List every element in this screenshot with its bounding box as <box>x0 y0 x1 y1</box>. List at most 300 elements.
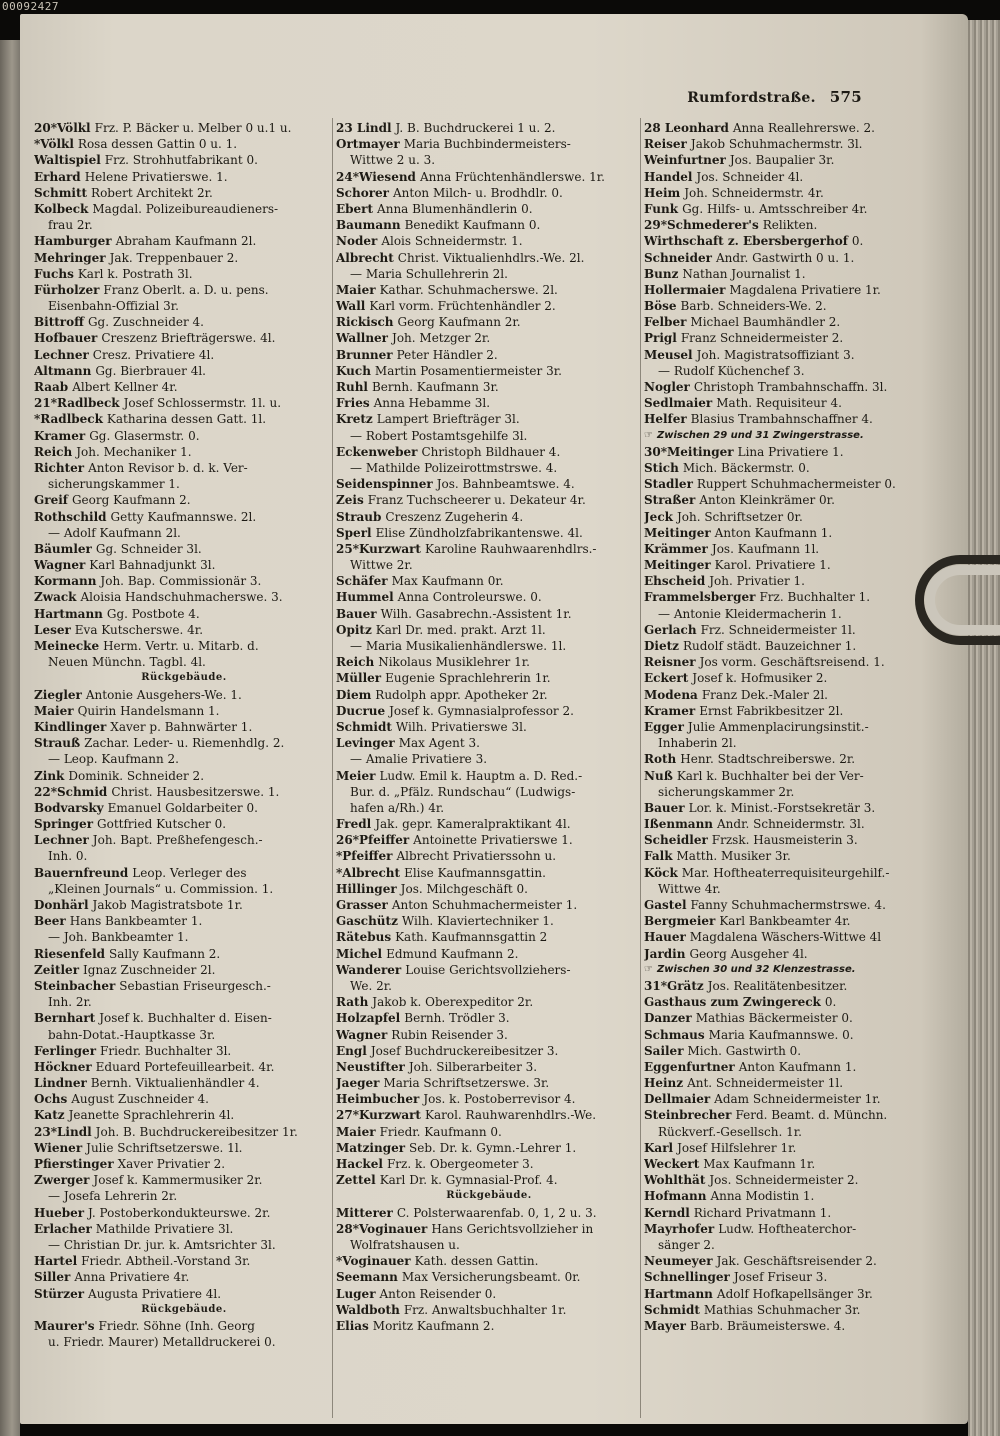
directory-entry <box>34 816 334 832</box>
resident-name: Schneider <box>644 250 712 265</box>
directory-entry <box>336 347 642 363</box>
entry-continuation: Rückverf.-Gesellsch. 1r. <box>658 1124 802 1139</box>
resident-details: Josef Schlossermstr. 1l. u. <box>123 396 282 411</box>
resident-name: Seemann <box>336 1270 398 1285</box>
resident-details: Jak. Treppenbauer 2. <box>109 250 239 265</box>
resident-name: Hauer <box>644 930 686 945</box>
directory-entry <box>34 1205 334 1221</box>
entry-continuation: sänger 2. <box>658 1237 715 1252</box>
scan-id: 00092427 <box>2 0 59 13</box>
resident-name: Ehscheid <box>644 574 706 589</box>
resident-details: Friedr. Abtheil.-Vorstand 3r. <box>81 1254 251 1269</box>
resident-name: Maier <box>34 703 74 718</box>
directory-entry <box>644 719 950 735</box>
directory-entry <box>644 638 950 654</box>
directory-entry <box>644 1091 950 1107</box>
directory-entry <box>644 946 950 962</box>
directory-entry <box>336 509 642 525</box>
resident-name: Ziegler <box>34 687 82 702</box>
resident-details: Joh. B. Buchdruckereibesitzer 1r. <box>95 1124 298 1139</box>
resident-name: Kuch <box>336 363 371 378</box>
resident-details: Benedikt Kaufmann 0. <box>404 218 541 233</box>
resident-details: Math. Requisiteur 4. <box>716 396 842 411</box>
entry-continuation: Inh. 0. <box>48 849 88 864</box>
resident-name: 26*Pfeiffer <box>336 833 410 848</box>
resident-name: Mitterer <box>336 1205 393 1220</box>
resident-details: Georg Ausgeher 4l. <box>689 946 808 961</box>
resident-name: Kramer <box>34 428 86 443</box>
directory-entry <box>34 703 334 719</box>
resident-name: Rätebus <box>336 930 392 945</box>
resident-name: Donhärl <box>34 898 89 912</box>
entry-continuation: Inh. 2r. <box>48 995 92 1010</box>
directory-entry <box>336 1221 642 1237</box>
resident-details: Barb. Schneiders-We. 2. <box>680 299 827 314</box>
resident-name: Fuchs <box>34 266 74 281</box>
directory-entry <box>336 250 642 266</box>
directory-entry <box>644 768 950 784</box>
resident-name: Ferlinger <box>34 1043 97 1058</box>
resident-details: Jos. Bahnbeamtswe. 4. <box>436 477 575 492</box>
resident-name: Waldboth <box>336 1302 400 1317</box>
entry-continuation: Bur. d. „Pfälz. Rundschau“ (Ludwigs- <box>350 784 576 799</box>
resident-details: J. Postoberkondukteurswe. 2r. <box>88 1205 271 1220</box>
resident-name: Wall <box>336 299 366 314</box>
resident-details: Frz. Anwaltsbuchhalter 1r. <box>403 1302 567 1317</box>
resident-details: Relikten. <box>762 218 818 233</box>
directory-entry <box>34 687 334 703</box>
entry-continuation: — Rudolf Küchenchef 3. <box>658 363 805 378</box>
resident-name: Diem <box>336 687 372 702</box>
directory-entry <box>336 314 642 330</box>
directory-entry <box>644 509 950 525</box>
resident-details: Julie Ammenplacirungsinstit.- <box>687 719 869 734</box>
resident-name: Wanderer <box>336 962 402 977</box>
resident-name: Nogler <box>644 380 690 394</box>
resident-name: Reich <box>336 655 375 670</box>
resident-name: Heinz <box>644 1076 684 1091</box>
resident-name: Felber <box>644 315 687 330</box>
resident-details: Wilh. Klaviertechniker 1. <box>401 914 554 929</box>
resident-name: Baumann <box>336 218 401 233</box>
directory-entry <box>34 1221 334 1237</box>
directory-entry <box>336 962 642 978</box>
resident-details: Max Kaufmann 1r. <box>703 1157 816 1171</box>
resident-details: Lina Privatiere 1. <box>737 444 844 459</box>
resident-details: Ernst Fabrikbesitzer 2l. <box>699 703 844 718</box>
resident-name: Schmitt <box>34 185 88 200</box>
directory-entry <box>644 816 950 832</box>
resident-details: Frz. P. Bäcker u. Melber 0 u.1 u. <box>94 121 292 135</box>
resident-name: Maier <box>336 282 376 297</box>
resident-details: Hans Gerichtsvollzieher in <box>431 1221 594 1236</box>
directory-entry <box>644 1269 950 1285</box>
resident-details: Mathias Bäckermeister 0. <box>695 1011 853 1026</box>
resident-details: Creszenz Zugeherin 4. <box>385 509 524 524</box>
resident-details: Creszenz Briefträgerswe. 4l. <box>101 331 276 346</box>
entry-continuation: — Leop. Kaufmann 2. <box>48 752 179 767</box>
resident-details: Franz Dek.-Maler 2l. <box>701 687 828 702</box>
resident-details: Edmund Kaufmann 2. <box>386 946 519 961</box>
directory-entry <box>644 589 950 605</box>
resident-details: Andr. Schneidermstr. 3l. <box>717 817 865 832</box>
directory-entry <box>34 136 334 152</box>
resident-name: Rickisch <box>336 315 394 330</box>
resident-details: Richard Privatmann 1. <box>693 1205 832 1220</box>
resident-name: Schmidt <box>644 1302 700 1317</box>
resident-name: Bodvarsky <box>34 800 104 815</box>
directory-entry <box>336 606 642 622</box>
resident-name: Hofmann <box>644 1189 707 1204</box>
directory-entry <box>336 1205 642 1221</box>
resident-name: Fredl <box>336 817 372 832</box>
directory-entry <box>336 573 642 589</box>
directory-entry <box>336 670 642 686</box>
directory-entry <box>644 1010 950 1026</box>
directory-entry <box>34 460 334 476</box>
directory-entry <box>336 169 642 185</box>
resident-details: Rudolf städt. Bauzeichner 1. <box>682 639 857 653</box>
resident-details: Joh. Privatier 1. <box>709 574 805 589</box>
resident-details: Anna Reallehrerswe. 2. <box>732 121 875 135</box>
entry-continuation: u. Friedr. Maurer) Metalldruckerei 0. <box>48 1335 276 1350</box>
entry-continuation: Wolfratshausen u. <box>350 1237 460 1252</box>
resident-name: 21*Radlbeck <box>34 396 120 411</box>
directory-entry <box>644 217 950 233</box>
resident-details: Franz Oberlt. a. D. u. pens. <box>103 282 269 297</box>
resident-details: Julie Schriftsetzerswe. 1l. <box>86 1140 243 1155</box>
directory-entry <box>34 1269 334 1285</box>
directory-entry <box>336 865 642 881</box>
resident-name: Lindner <box>34 1076 87 1091</box>
resident-name: Strauß <box>34 736 81 751</box>
resident-details: Anna Privatiere 4r. <box>74 1270 190 1285</box>
resident-name: Reiser <box>644 137 687 152</box>
directory-entry <box>336 1140 642 1156</box>
directory-entry <box>336 832 642 848</box>
resident-name: *Pfeiffer <box>336 849 393 864</box>
resident-details: Barb. Bräumeisterswe. 4. <box>690 1318 846 1333</box>
adjacent-page-strip <box>0 40 20 1436</box>
directory-entry <box>644 865 950 881</box>
directory-entry <box>34 800 334 816</box>
resident-name: Meusel <box>644 347 693 362</box>
directory-entry <box>336 1286 642 1302</box>
resident-details: Rosa dessen Gattin 0 u. 1. <box>77 137 238 152</box>
resident-name: Frammelsberger <box>644 590 756 605</box>
directory-entry <box>34 622 334 638</box>
resident-details: Georg Kaufmann 2r. <box>397 315 521 330</box>
resident-name: Roth <box>644 752 677 767</box>
resident-details: Fanny Schuhmachermstrswe. 4. <box>690 898 886 912</box>
resident-details: Gg. Glasermstr. 0. <box>89 428 200 443</box>
resident-name: Straßer <box>644 493 696 508</box>
resident-details: Joh. Schneidermstr. 4r. <box>684 185 824 200</box>
directory-entry <box>336 1010 642 1026</box>
entry-continuation: frau 2r. <box>48 218 93 233</box>
resident-details: Maria Buchbindermeisters- <box>403 137 571 152</box>
resident-details: Antonie Ausgehers-We. 1. <box>85 687 242 702</box>
resident-name: Rath <box>336 995 369 1010</box>
entry-continuation: Eisenbahn-Offizial 3r. <box>48 299 179 314</box>
directory-entry <box>644 185 950 201</box>
resident-details: Louise Gerichtsvollziehers- <box>405 962 571 977</box>
resident-name: Hummel <box>336 590 394 605</box>
directory-entry <box>336 363 642 379</box>
resident-details: Magdalena Wäschers-Wittwe 4l <box>689 930 882 945</box>
directory-entry <box>336 330 642 346</box>
directory-entry <box>644 233 950 249</box>
resident-name: Ortmayer <box>336 137 400 152</box>
resident-details: Kath. dessen Gattin. <box>414 1254 539 1269</box>
resident-name: Kramer <box>644 703 696 718</box>
resident-name: Zink <box>34 768 65 783</box>
directory-entry <box>644 492 950 508</box>
resident-details: Quirin Handelsmann 1. <box>77 703 220 718</box>
resident-details: Michael Baumhändler 2. <box>690 315 841 330</box>
section-heading: Rückgebäude. <box>141 1303 227 1315</box>
resident-details: Kath. Kaufmannsgattin 2 <box>395 930 548 945</box>
resident-details: Joh. Bap. Commissionär 3. <box>100 574 262 589</box>
directory-entry <box>34 962 334 978</box>
directory-entry <box>644 913 950 929</box>
resident-details: Friedr. Kaufmann 0. <box>379 1124 502 1139</box>
resident-name: Gastel <box>644 898 687 912</box>
resident-name: Sailer <box>644 1043 684 1058</box>
resident-details: Friedr. Buchhalter 3l. <box>100 1043 232 1058</box>
resident-details: Hans Bankbeamter 1. <box>69 914 203 929</box>
resident-name: Rothschild <box>34 509 107 524</box>
resident-details: Anton Kaufmann 1. <box>738 1059 857 1074</box>
resident-details: Mathilde Privatiere 3l. <box>95 1221 234 1236</box>
directory-entry <box>34 784 334 800</box>
directory-column-3 <box>644 120 950 1334</box>
resident-name: Neumeyer <box>644 1254 713 1269</box>
entry-continuation: bahn-Dotat.-Hauptkasse 3r. <box>48 1027 216 1042</box>
resident-name: Steinbacher <box>34 978 116 993</box>
directory-entry <box>336 379 642 395</box>
resident-name: Gaschütz <box>336 914 398 929</box>
directory-entry <box>34 330 334 346</box>
resident-name: Bunz <box>644 266 679 281</box>
resident-details: Wilh. Privatierswe 3l. <box>395 719 527 734</box>
resident-name: Meitinger <box>644 525 711 540</box>
resident-name: Mehringer <box>34 250 106 265</box>
cross-street-note <box>644 962 950 978</box>
directory-entry <box>34 1107 334 1123</box>
entry-continuation: Wittwe 2r. <box>350 558 413 573</box>
resident-details: Martin Posamentiermeister 3r. <box>374 363 562 378</box>
resident-details: C. Polsterwaarenfab. 0, 1, 2 u. 3. <box>396 1205 597 1220</box>
resident-details: Josef Buchdruckereibesitzer 3. <box>370 1043 559 1058</box>
resident-name: Hillinger <box>336 881 397 896</box>
resident-details: Frzsk. Hausmeisterin 3. <box>711 833 858 848</box>
resident-details: Anton Revisor b. d. k. Ver- <box>88 460 248 475</box>
directory-entry <box>336 233 642 249</box>
resident-name: Steinbrecher <box>644 1108 732 1123</box>
resident-name: Albrecht <box>336 250 394 265</box>
resident-details: Gg. Hilfs- u. Amtsschreiber 4r. <box>682 201 868 216</box>
entry-continuation: sicherungskammer 2r. <box>658 784 795 799</box>
resident-name: Wagner <box>34 558 86 573</box>
resident-name: Eckenweber <box>336 444 418 459</box>
resident-details: Frz. Strohhutfabrikant 0. <box>104 153 258 168</box>
entry-continuation: — Robert Postamtsgehilfe 3l. <box>350 428 528 443</box>
resident-name: Modena <box>644 687 698 702</box>
directory-entry <box>336 897 642 913</box>
directory-entry <box>644 978 950 994</box>
resident-name: Maurer's <box>34 1318 95 1333</box>
resident-name: Schorer <box>336 185 389 200</box>
resident-name: Müller <box>336 671 382 686</box>
resident-details: Anna Hebamme 3l. <box>373 396 491 411</box>
running-head-street: Rumfordstraße. <box>687 90 816 106</box>
directory-entry <box>644 1205 950 1221</box>
resident-name: Zwack <box>34 590 77 605</box>
resident-details: Max Agent 3. <box>398 736 480 751</box>
resident-name: Siller <box>34 1270 71 1285</box>
resident-name: Brunner <box>336 347 393 362</box>
resident-name: Springer <box>34 817 94 832</box>
directory-entry <box>336 1075 642 1091</box>
resident-name: Ducrue <box>336 703 386 718</box>
directory-entry <box>644 314 950 330</box>
directory-entry <box>644 622 950 638</box>
directory-entry <box>644 1172 950 1188</box>
directory-entry <box>336 525 642 541</box>
directory-entry <box>336 1124 642 1140</box>
resident-details: Anton Milch- u. Brodhdlr. 0. <box>392 185 563 200</box>
resident-details: Josef Hilfslehrer 1r. <box>677 1140 797 1155</box>
directory-entry <box>34 913 334 929</box>
resident-name: Straub <box>336 509 382 524</box>
directory-entry <box>34 978 334 994</box>
directory-entry <box>644 444 950 460</box>
entry-continuation: sicherungskammer 1. <box>48 477 180 492</box>
directory-entry <box>644 1156 950 1172</box>
directory-entry <box>34 411 334 427</box>
resident-name: Eckert <box>644 671 689 686</box>
resident-name: *Voginauer <box>336 1254 411 1269</box>
page-edge-stack <box>968 20 1000 1436</box>
resident-name: Stich <box>644 460 679 475</box>
directory-entry <box>34 492 334 508</box>
page-number: 575 <box>829 88 862 106</box>
resident-details: Karl k. Buchhalter bei der Ver- <box>676 768 864 783</box>
directory-entry <box>644 169 950 185</box>
pointing-hand-icon: ☞ <box>644 429 653 441</box>
entry-continuation: — Amalie Privatiere 3. <box>350 752 488 767</box>
resident-name: Wohlthät <box>644 1173 706 1188</box>
directory-entry <box>34 1156 334 1172</box>
resident-name: Bittroff <box>34 315 84 330</box>
resident-details: Gg. Zuschneider 4. <box>87 315 204 330</box>
book-page <box>20 14 968 1424</box>
section-heading: Rückgebäude. <box>446 1190 532 1202</box>
resident-name: Noder <box>336 234 378 249</box>
resident-name: Wagner <box>336 1027 388 1042</box>
resident-details: Rubin Reisender 3. <box>391 1027 508 1042</box>
entry-continuation: Wittwe 2 u. 3. <box>350 153 436 168</box>
resident-details: Eugenie Sprachlehrerin 1r. <box>385 671 551 686</box>
resident-name: 23 Lindl <box>336 121 392 135</box>
directory-entry <box>34 1091 334 1107</box>
directory-entry <box>336 1172 642 1188</box>
directory-entry <box>34 233 334 249</box>
resident-details: Gg. Postbote 4. <box>106 606 200 621</box>
resident-details: Max Kaufmann 0r. <box>391 574 504 589</box>
resident-name: Heimbucher <box>336 1092 420 1107</box>
directory-entry <box>644 1027 950 1043</box>
resident-name: Hueber <box>34 1205 85 1220</box>
directory-entry <box>644 751 950 767</box>
entry-continuation: We. 2r. <box>350 978 392 993</box>
resident-details: Josef k. Kammermusiker 2r. <box>93 1173 263 1188</box>
entry-continuation: — Josefa Lehrerin 2r. <box>48 1189 178 1204</box>
directory-entry <box>336 1091 642 1107</box>
directory-entry <box>336 1027 642 1043</box>
resident-details: Franz Tuchscheerer u. Dekateur 4r. <box>367 493 586 508</box>
resident-details: Mich. Bäckermstr. 0. <box>682 460 810 475</box>
directory-entry <box>644 832 950 848</box>
resident-details: Albert Kellner 4r. <box>72 380 178 394</box>
resident-details: Karl Dr. k. Gymnasial-Prof. 4. <box>379 1173 558 1188</box>
directory-entry <box>34 1253 334 1269</box>
resident-name: Lechner <box>34 833 89 848</box>
resident-name: Egger <box>644 719 684 734</box>
directory-entry <box>336 1043 642 1059</box>
resident-name: 20*Völkl <box>34 121 91 135</box>
resident-name: Michel <box>336 946 383 961</box>
resident-name: Hackel <box>336 1157 383 1171</box>
resident-name: 30*Meitinger <box>644 444 734 459</box>
directory-entry <box>644 1302 950 1318</box>
resident-name: Matzinger <box>336 1140 406 1155</box>
resident-name: Hamburger <box>34 234 112 249</box>
resident-name: Lechner <box>34 347 89 362</box>
resident-details: Alois Schneidermstr. 1. <box>381 234 523 249</box>
resident-name: Kerndl <box>644 1205 690 1220</box>
resident-details: Mich. Gastwirth 0. <box>687 1043 802 1058</box>
resident-name: Krämmer <box>644 541 708 556</box>
resident-details: Dominik. Schneider 2. <box>68 768 205 783</box>
resident-name: Höckner <box>34 1059 92 1074</box>
resident-details: Anna Blumenhändlerin 0. <box>377 201 533 216</box>
resident-details: Karl Bankbeamter 4r. <box>719 914 851 929</box>
directory-entry <box>34 573 334 589</box>
resident-details: Sally Kaufmann 2. <box>109 946 221 961</box>
resident-details: Ant. Schneidermeister 1l. <box>687 1076 844 1091</box>
resident-name: Fries <box>336 396 370 411</box>
resident-details: Frz. Schneidermeister 1l. <box>700 622 856 637</box>
entry-continuation: — Joh. Bankbeamter 1. <box>48 930 189 945</box>
resident-name: Meier <box>336 768 376 783</box>
resident-name: Schnellinger <box>644 1270 730 1285</box>
resident-name: Ochs <box>34 1092 68 1107</box>
resident-name: Funk <box>644 201 679 216</box>
resident-name: 28*Voginauer <box>336 1221 428 1236</box>
resident-details: Magdal. Polizeibureaudieners- <box>92 201 279 216</box>
resident-name: Karl <box>644 1140 674 1155</box>
resident-name: Meitinger <box>644 558 711 573</box>
resident-name: Schmaus <box>644 1027 705 1042</box>
resident-details: Mar. Hoftheaterrequisiteurgehilf.- <box>681 865 890 880</box>
resident-details: Mathias Schuhmacher 3r. <box>703 1302 861 1317</box>
directory-entry <box>34 719 334 735</box>
directory-entry <box>336 120 642 136</box>
directory-entry <box>34 363 334 379</box>
resident-details: Bernh. Kaufmann 3r. <box>371 380 499 394</box>
